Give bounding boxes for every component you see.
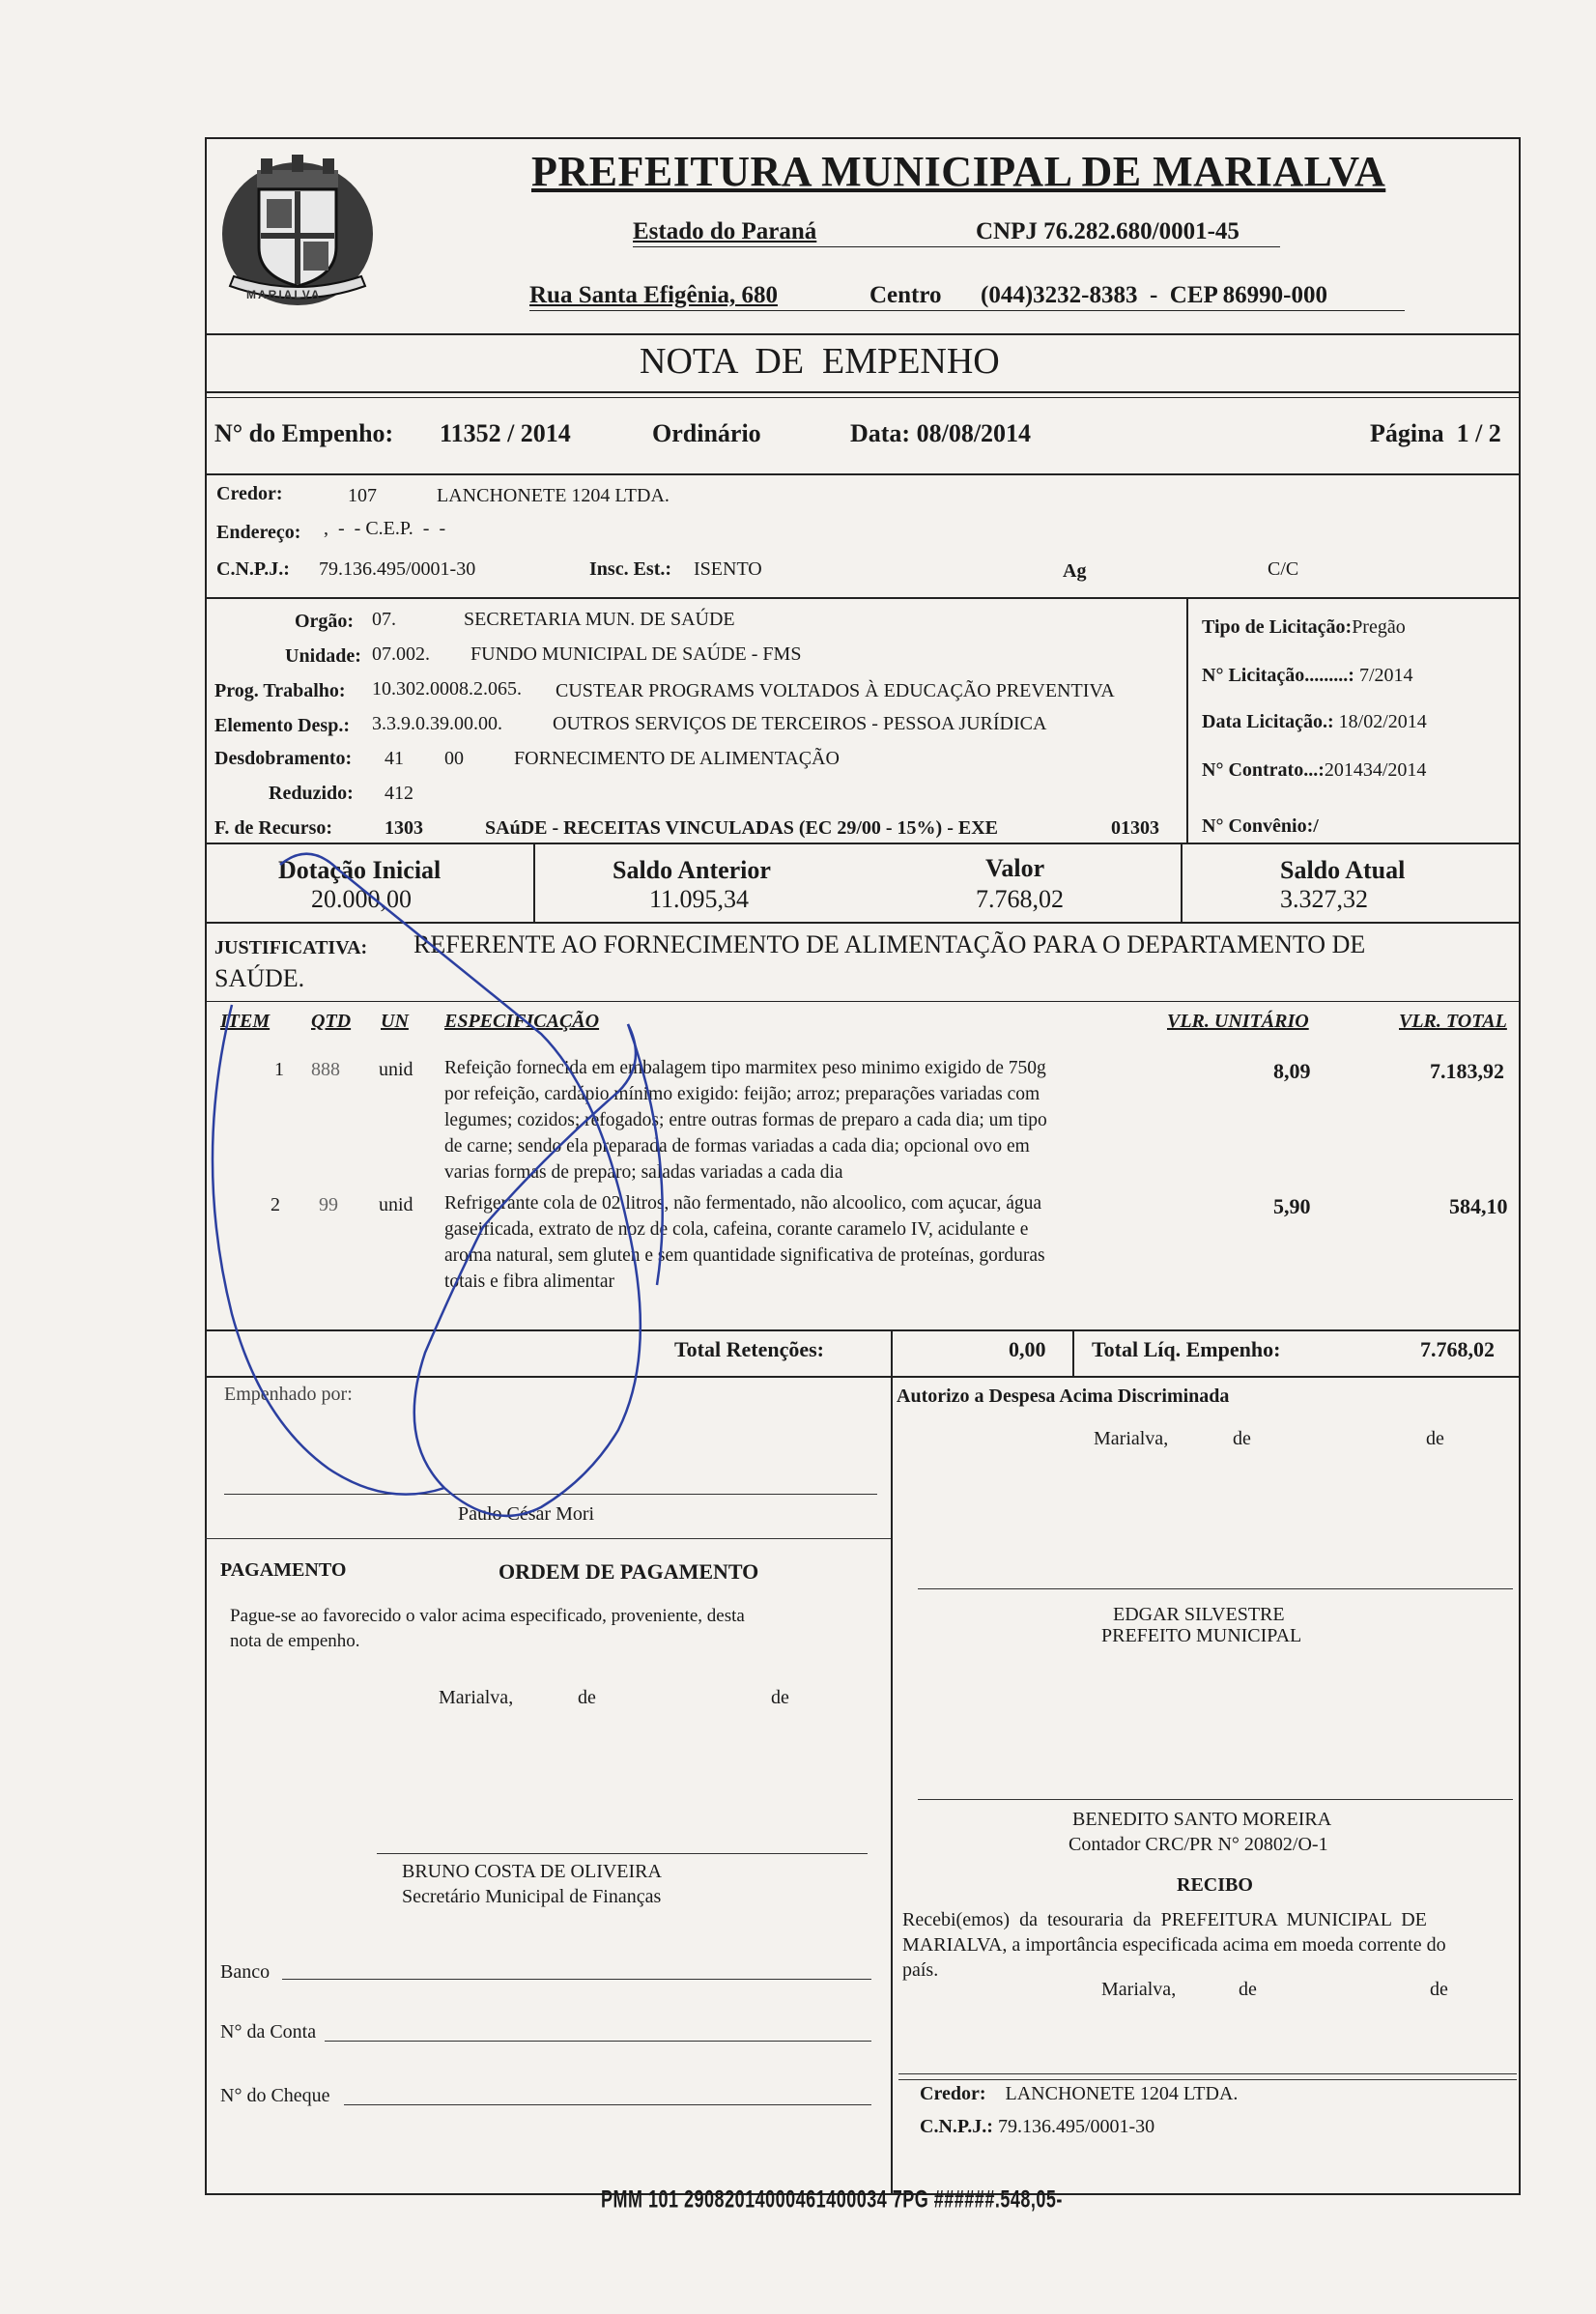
item-2-spec-line: totais e fibra alimentar [444, 1271, 614, 1292]
recibo-credor-label: Credor: [920, 2083, 986, 2104]
tipo-licitacao-label: Tipo de Licitação: [1202, 616, 1353, 638]
col-item-header: ITEM [220, 1011, 271, 1032]
secretario-name: BRUNO COSTA DE OLIVEIRA [402, 1861, 662, 1882]
footer-code: PMM 101 29082014000461400034 7PG ######.548,05- [601, 2185, 1063, 2213]
prefeito-title: PREFEITO MUNICIPAL [1101, 1625, 1302, 1646]
justificativa-label: JUSTIFICATIVA: [214, 937, 368, 958]
saldo-atual-label: Saldo Atual [1280, 856, 1406, 884]
credor-cnpj-value: 79.136.495/0001-30 [319, 558, 476, 580]
agency-label: Ag [1063, 560, 1087, 582]
reduzido-code: 412 [385, 783, 413, 804]
elemento-code: 3.3.9.0.39.00.00. [372, 713, 502, 734]
desdobramento-label: Desdobramento: [214, 748, 353, 769]
pagamento-label: PAGAMENTO [220, 1559, 347, 1581]
recibo-credor-name: LANCHONETE 1204 LTDA. [1005, 2083, 1239, 2104]
pagamento-city: Marialva, [439, 1687, 514, 1708]
col-total-header: VLR. TOTAL [1399, 1011, 1507, 1032]
numero-contrato-value: 201434/2014 [1324, 759, 1427, 781]
secretario-title: Secretário Municipal de Finanças [402, 1886, 662, 1907]
col-un-header: UN [381, 1011, 409, 1032]
credor-name: LANCHONETE 1204 LTDA. [437, 485, 670, 506]
numero-convenio-label: N° Convênio:/ [1202, 815, 1319, 837]
page-title: PREFEITURA MUNICIPAL DE MARIALVA [531, 148, 1386, 195]
orgao-code: 07. [372, 609, 396, 630]
empenho-number: 11352 / 2014 [440, 419, 571, 447]
phone-cep-label: (044)3232-8383 - CEP 86990-000 [981, 282, 1327, 308]
justificativa-text-1: REFERENTE AO FORNECIMENTO DE ALIMENTAÇÃO PARA O DEPARTAMENTO DE [413, 930, 1366, 958]
saldo-anterior-value: 11.095,34 [649, 885, 750, 913]
credor-code: 107 [348, 485, 377, 506]
unidade-code: 07.002. [372, 643, 430, 665]
tipo-licitacao-value: Pregão [1352, 616, 1406, 638]
item-1-unit-price: 8,09 [1273, 1059, 1311, 1083]
item-2-qtd: 99 [319, 1194, 338, 1215]
recurso-code: 1303 [385, 817, 423, 839]
recibo-text-3: país. [902, 1959, 939, 1981]
item-1-qtd: 888 [311, 1059, 340, 1080]
item-2-number: 2 [271, 1194, 280, 1215]
item-1-spec-line: legumes; cozidos; refogados; entre outras formas de preparo a cada dia; um tipo [444, 1110, 1047, 1130]
address-field-label: Endereço: [216, 522, 301, 543]
elemento-label: Elemento Desp.: [214, 715, 350, 736]
page-number: Página 1 / 2 [1370, 419, 1501, 447]
credor-label: Credor: [216, 483, 283, 504]
prefeito-name: EDGAR SILVESTRE [1113, 1604, 1285, 1625]
ordem-pagamento-label: ORDEM DE PAGAMENTO [499, 1559, 759, 1584]
insc-label: Insc. Est.: [589, 558, 672, 580]
item-1-un: unid [379, 1059, 413, 1080]
empenho-type: Ordinário [652, 419, 761, 447]
item-1-spec-line: varias formas de preparo; saladas variadas a cada dia [444, 1162, 843, 1183]
recibo-label: RECIBO [1177, 1874, 1253, 1896]
col-spec-header: ESPECIFICAÇÃO [444, 1011, 600, 1032]
desdobramento-name: FORNECIMENTO DE ALIMENTAÇÃO [514, 748, 840, 769]
empenhado-por-label: Empenhado por: [224, 1384, 353, 1405]
item-2-un: unid [379, 1194, 413, 1215]
prog-name: CUSTEAR PROGRAMS VOLTADOS À EDUCAÇÃO PREVENTIVA [556, 680, 1115, 701]
data-licitacao-value: 18/02/2014 [1338, 711, 1427, 732]
doc-title: NOTA DE EMPENHO [640, 341, 1000, 382]
col-unit-header: VLR. UNITÁRIO [1167, 1011, 1309, 1032]
item-1-total: 7.183,92 [1430, 1059, 1504, 1083]
desdobramento-code: 41 [385, 748, 404, 769]
item-2-total: 584,10 [1449, 1194, 1508, 1218]
recibo-de-1: de [1239, 1979, 1257, 2000]
orgao-label: Orgão: [295, 611, 355, 632]
total-liquido-value: 7.768,02 [1420, 1337, 1495, 1361]
cheque-label: N° do Cheque [220, 2085, 330, 2106]
numero-licitacao-value: 7/2014 [1358, 665, 1413, 686]
motto-text: MARIALVA [246, 288, 322, 301]
prog-code: 10.302.0008.2.065. [372, 678, 522, 700]
recibo-de-2: de [1430, 1979, 1448, 2000]
autorizo-de-2: de [1426, 1428, 1444, 1449]
item-2-spec-line: Refrigerante cola de 02 litros, não fermentado, não alcoolico, com açucar, água [444, 1193, 1042, 1214]
cnpj-label: CNPJ 76.282.680/0001-45 [976, 218, 1240, 244]
conta-label: N° da Conta [220, 2021, 317, 2043]
contador-name: BENEDITO SANTO MOREIRA [1072, 1809, 1332, 1830]
unidade-label: Unidade: [285, 645, 361, 667]
item-2-spec-line: aroma natural, sem gluten e sem quantidade significativa de proteínas, gorduras [444, 1245, 1045, 1266]
data-licitacao-label: Data Licitação.: [1202, 711, 1334, 732]
autorizo-city: Marialva, [1094, 1428, 1169, 1449]
autorizo-label: Autorizo a Despesa Acima Discriminada [897, 1386, 1230, 1407]
account-label: C/C [1268, 558, 1299, 580]
col-qtd-header: QTD [311, 1011, 352, 1032]
recibo-city: Marialva, [1101, 1979, 1177, 2000]
pagamento-de-1: de [578, 1687, 596, 1708]
dotacao-label: Dotação Inicial [278, 856, 442, 884]
orgao-name: SECRETARIA MUN. DE SAÚDE [464, 609, 735, 630]
recibo-text-1: Recebi(emos) da tesouraria da PREFEITURA MUNICIPAL DE [902, 1909, 1427, 1930]
recurso-name: SAúDE - RECEITAS VINCULADAS (EC 29/00 - 15%) - EXE [485, 817, 998, 839]
reduzido-label: Reduzido: [269, 783, 354, 804]
district-label: Centro [869, 282, 942, 308]
empenho-label: N° do Empenho: [214, 419, 394, 447]
insc-value: ISENTO [694, 558, 762, 580]
valor-value: 7.768,02 [976, 885, 1064, 913]
item-1-spec-line: por refeição, cardápio mínimo exigido: feijão; arroz; preparações variadas com [444, 1084, 1040, 1104]
autorizo-de-1: de [1233, 1428, 1251, 1449]
item-2-unit-price: 5,90 [1273, 1194, 1311, 1218]
elemento-name: OUTROS SERVIÇOS DE TERCEIROS - PESSOA JURÍDICA [553, 713, 1047, 734]
numero-licitacao-label: N° Licitação.........: [1202, 665, 1354, 686]
saldo-atual-value: 3.327,32 [1280, 885, 1368, 913]
state-label: Estado do Paraná [633, 218, 817, 244]
recurso-number: 01303 [1111, 817, 1159, 839]
total-liquido-label: Total Líq. Empenho: [1092, 1337, 1281, 1361]
empenhado-name: Paulo César Mori [458, 1503, 595, 1525]
address-field-value: , - - C.E.P. - - [324, 518, 446, 539]
contador-title: Contador CRC/PR N° 20802/O-1 [1069, 1834, 1328, 1855]
recibo-text-2: MARIALVA, a importância especificada acima em moeda corrente do [902, 1934, 1446, 1956]
recibo-cnpj-value: 79.136.495/0001-30 [997, 2116, 1155, 2137]
desdobramento-sub: 00 [444, 748, 464, 769]
pague-text-2: nota de empenho. [230, 1631, 360, 1651]
item-1-number: 1 [274, 1059, 284, 1080]
valor-label: Valor [985, 854, 1045, 882]
total-retencoes-value: 0,00 [1009, 1337, 1046, 1361]
item-1-spec-line: Refeição fornecida em embalagem tipo marmitex peso minimo exigido de 750g [444, 1058, 1046, 1078]
dotacao-value: 20.000,00 [311, 885, 412, 913]
address-label: Rua Santa Efigênia, 680 [529, 282, 778, 308]
prog-label: Prog. Trabalho: [214, 680, 346, 701]
empenho-date: Data: 08/08/2014 [850, 419, 1032, 447]
banco-label: Banco [220, 1961, 271, 1983]
unidade-name: FUNDO MUNICIPAL DE SAÚDE - FMS [470, 643, 802, 665]
saldo-anterior-label: Saldo Anterior [613, 856, 771, 884]
numero-contrato-label: N° Contrato...: [1202, 759, 1325, 781]
pagamento-de-2: de [771, 1687, 789, 1708]
item-2-spec-line: gaseificada, extrato de noz de cola, cafeina, corante caramelo IV, acidulante e [444, 1219, 1029, 1240]
credor-cnpj-label: C.N.P.J.: [216, 558, 290, 580]
recibo-cnpj-label: C.N.P.J.: [920, 2116, 993, 2137]
justificativa-text-2: SAÚDE. [214, 964, 305, 992]
pague-text-1: Pague-se ao favorecido o valor acima especificado, proveniente, desta [230, 1606, 745, 1626]
total-retencoes-label: Total Retenções: [674, 1337, 824, 1361]
item-1-spec-line: de carne; sendo ela preparada de formas variadas a cada dia; opcional ovo em [444, 1136, 1030, 1157]
recurso-label: F. de Recurso: [214, 817, 333, 839]
